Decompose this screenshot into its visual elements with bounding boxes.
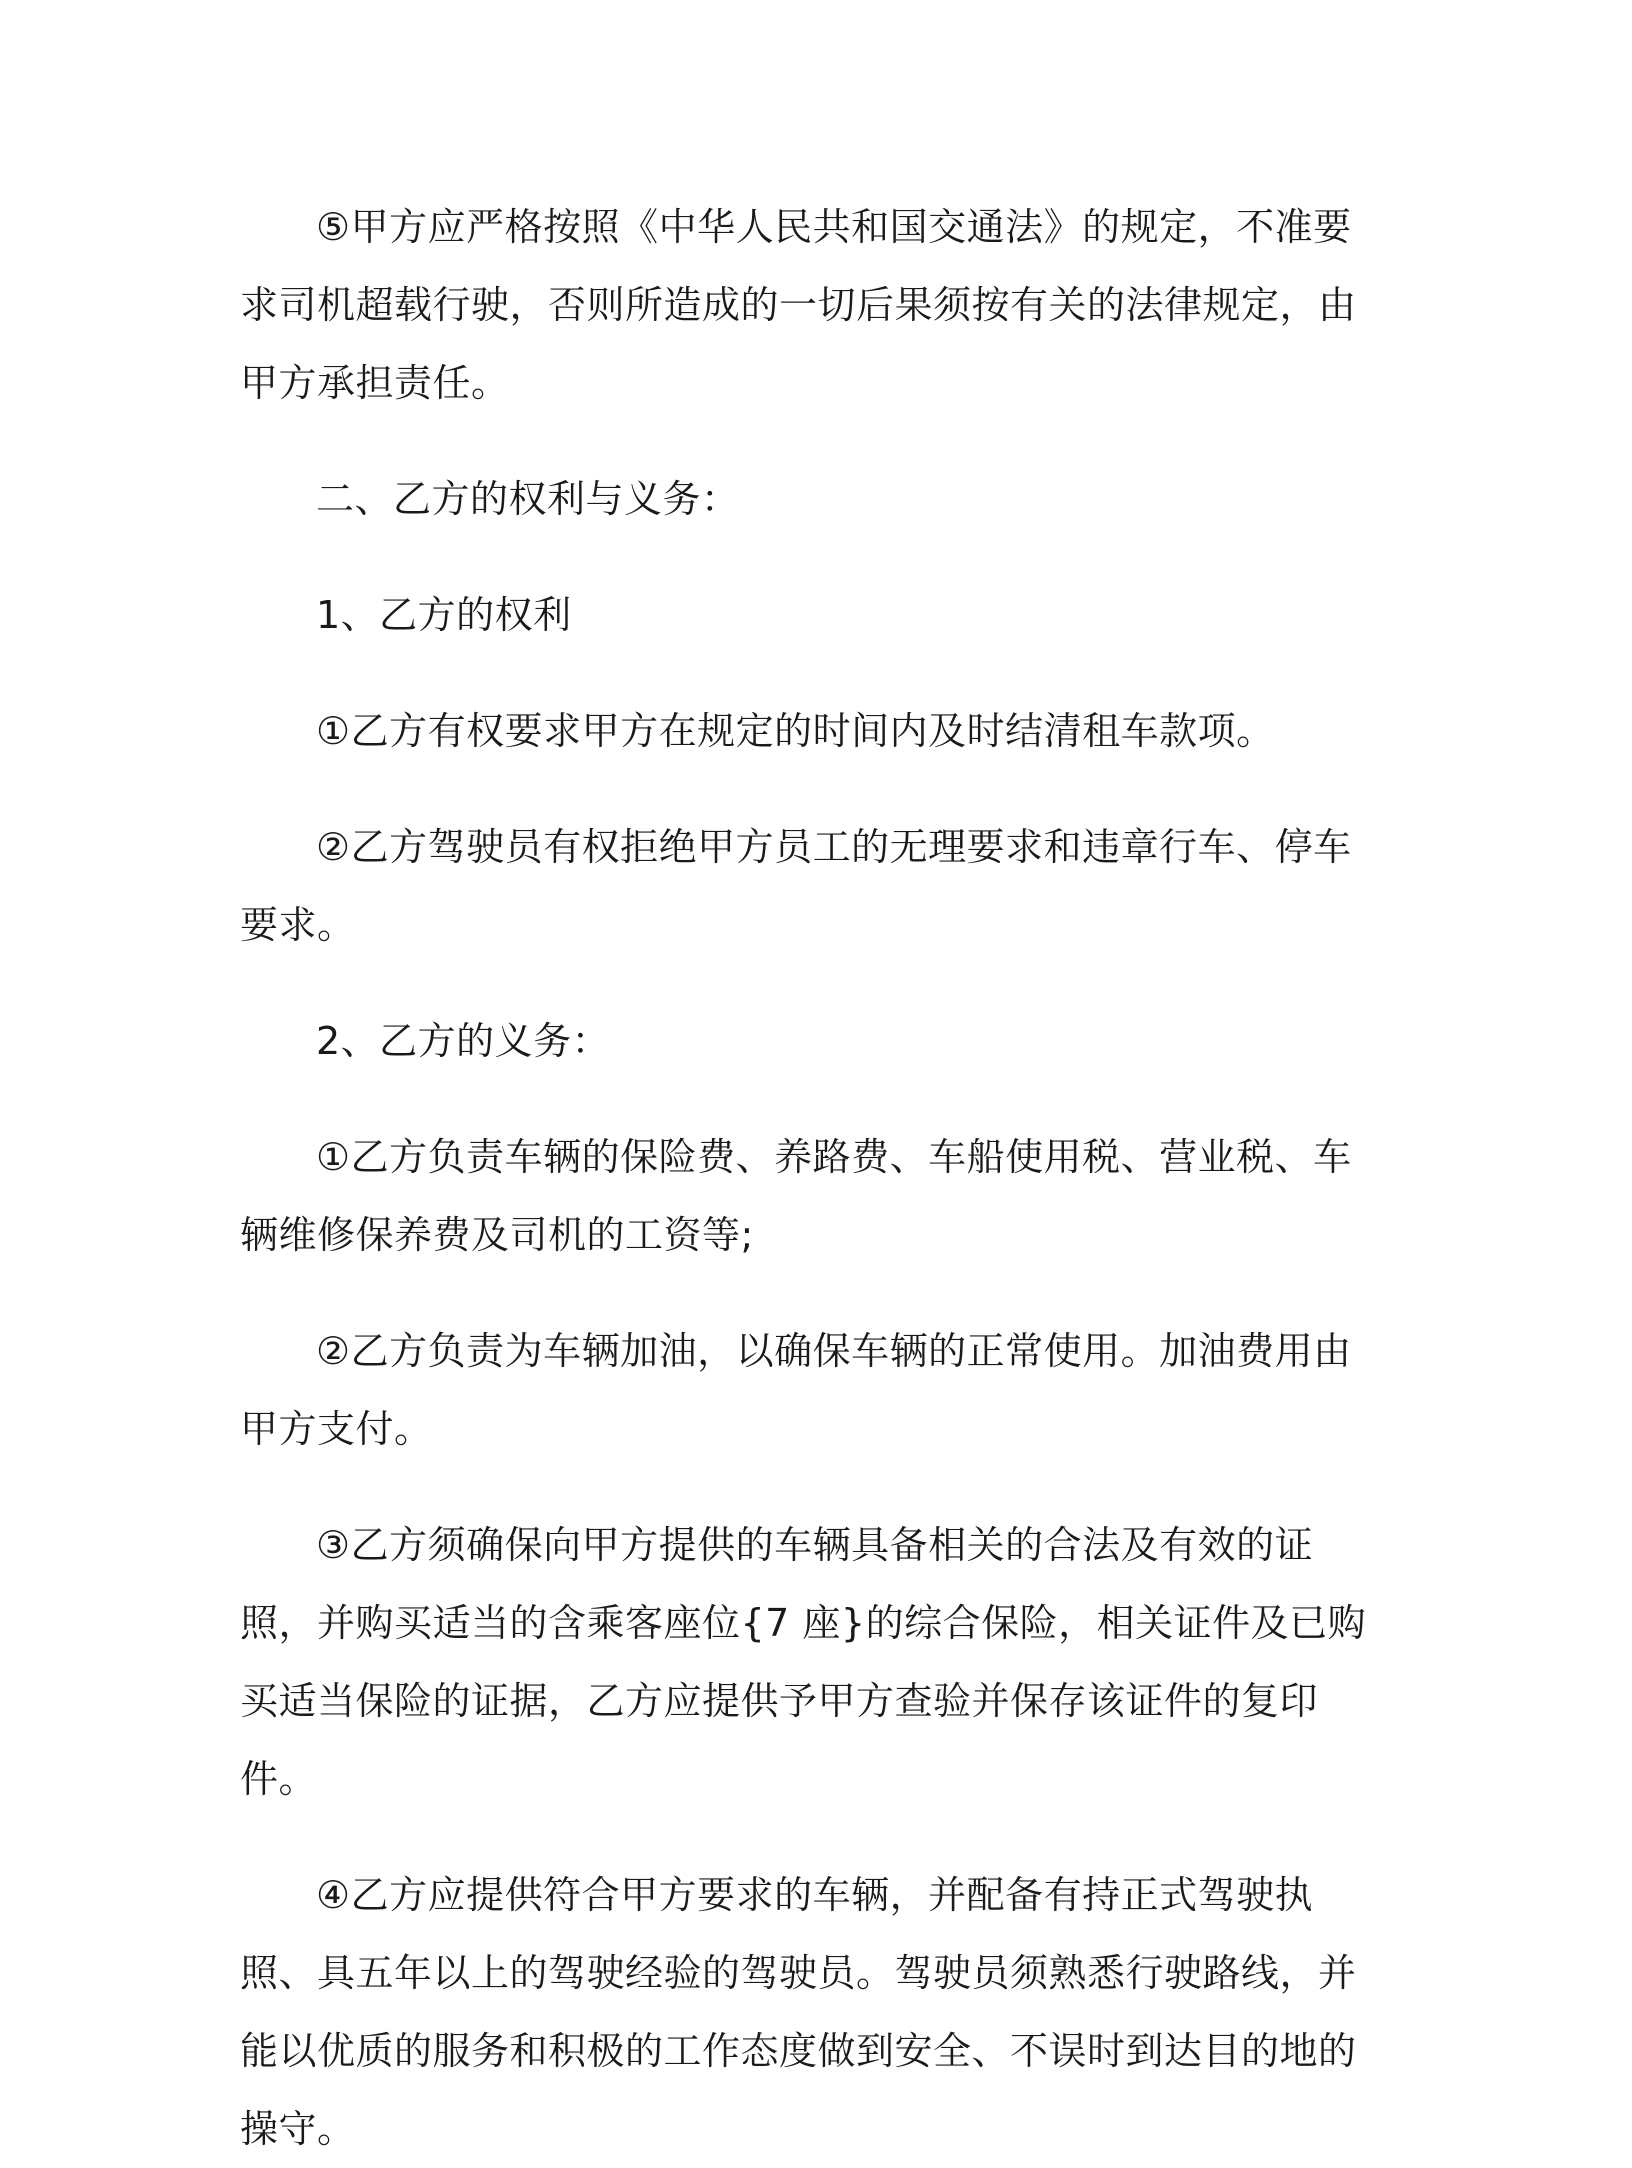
paragraph-spacer [240, 1468, 1380, 1506]
subheading-party-b-duties: 2、乙方的义务： [316, 1019, 611, 1063]
subheading-party-b-rights: 1、乙方的权利 [316, 593, 572, 637]
paragraph-spacer [240, 1274, 1380, 1312]
paragraph-duty-4: ④乙方应提供符合甲方要求的车辆，并配备有持正式驾驶执照、具五年以上的驾驶经验的驾驶员。驾驶员须熟悉行驶路线，并能以优质的服务和积极的工作态度做到安全、不误时到达目的地的操守。 [240, 1873, 1357, 2151]
paragraph-right-2: ②乙方驾驶员有权拒绝甲方员工的无理要求和违章行车、停车要求。 [240, 825, 1352, 947]
paragraph-duty-2: ②乙方负责为车辆加油，以确保车辆的正常使用。加油费用由甲方支付。 [240, 1329, 1352, 1451]
paragraph-spacer [240, 1080, 1380, 1118]
paragraph-spacer [240, 770, 1380, 808]
paragraph-duty-1: ①乙方负责车辆的保险费、养路费、车船使用税、营业税、车辆维修保养费及司机的工资等; [240, 1135, 1352, 1257]
document-body [240, 188, 1380, 2168]
paragraph-spacer [240, 964, 1380, 1002]
paragraph-right-1: ①乙方有权要求甲方在规定的时间内及时结清租车款项。 [316, 709, 1275, 753]
paragraph-spacer [240, 538, 1380, 576]
paragraph-spacer [240, 1818, 1380, 1856]
section-heading-party-b-rights-duties: 二、乙方的权利与义务： [316, 477, 740, 521]
paragraph-spacer [240, 654, 1380, 692]
paragraph-clause-5-party-a: ⑤甲方应严格按照《中华人民共和国交通法》的规定，不准要求司机超载行驶，否则所造成的一切后果须按有关的法律规定，由甲方承担责任。 [240, 205, 1357, 405]
paragraph-spacer [240, 422, 1380, 460]
paragraph-duty-3: ③乙方须确保向甲方提供的车辆具备相关的合法及有效的证照，并购买适当的含乘客座位{7 座}的综合保险，相关证件及已购买适当保险的证据，乙方应提供予甲方查验并保存该证件的复印件。 [240, 1523, 1367, 1801]
